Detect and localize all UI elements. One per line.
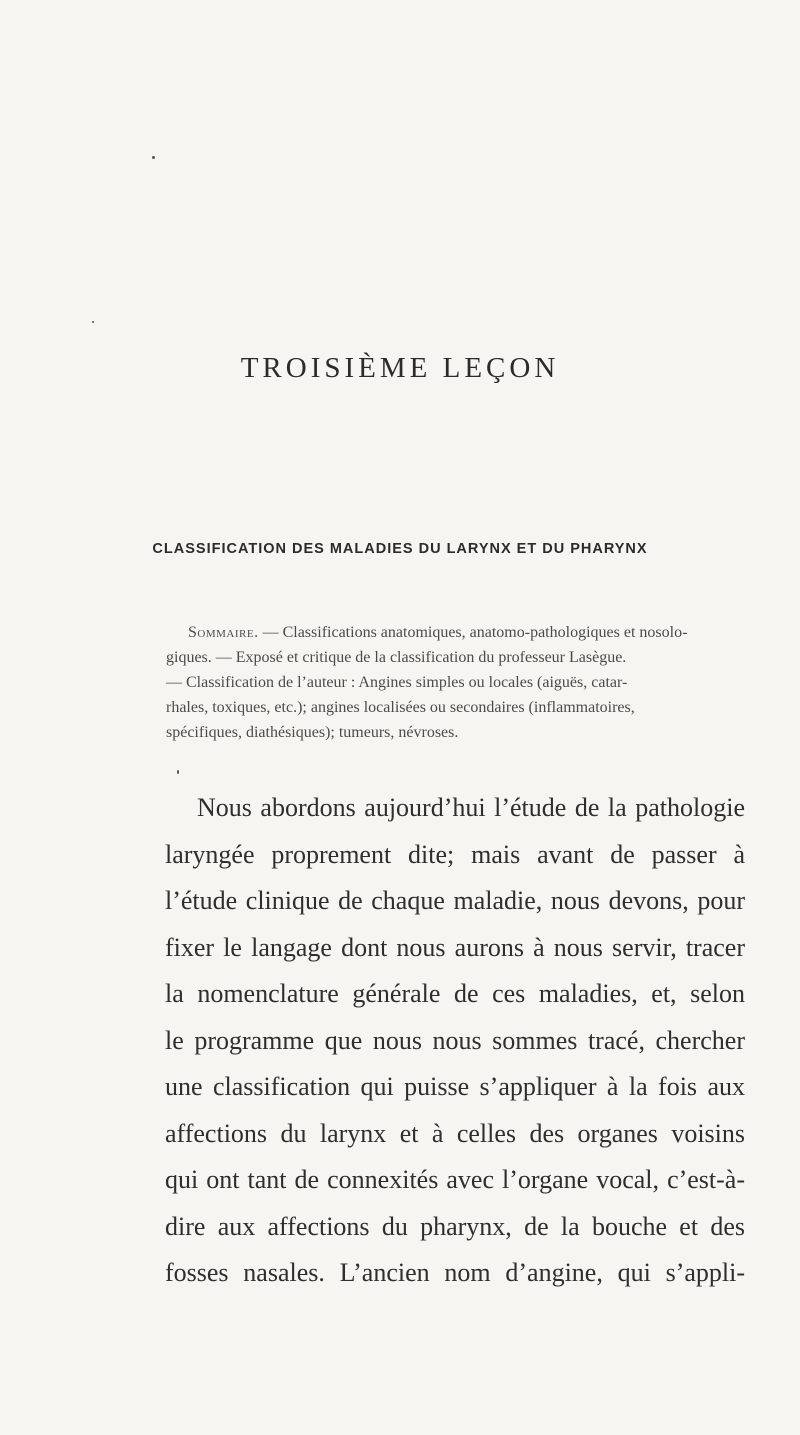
chapter-subtitle: CLASSIFICATION DES MALADIES DU LARYNX ET DU PHARYNX [152, 541, 648, 557]
summary-line: giques. — Exposé et critique de la classification du professeur Lasègue. [166, 649, 627, 666]
summary-line: — Classification de l’auteur : Angines simples ou locales (aiguës, catar- [166, 674, 628, 691]
summary-line: spécifiques, diathésiques); tumeurs, névroses. [166, 724, 459, 741]
body-line: la nomenclature générale de ces maladies, et, selon [165, 979, 745, 1008]
body-line: qui ont tant de connexités avec l’organe vocal, c’est-à- [165, 1165, 745, 1194]
summary-lead: Sommaire. [188, 624, 259, 641]
body-line: l’étude clinique de chaque maladie, nous devons, pour [165, 886, 745, 915]
body-line: le programme que nous nous sommes tracé, chercher [165, 1025, 745, 1055]
summary-line: rhales, toxiques, etc.); angines localisées ou secondaires (inflammatoires, [166, 699, 635, 716]
body-line: Nous abordons aujourd’hui l’étude de la pathologie [197, 793, 745, 822]
chapter-title: TROISIÈME LEÇON [240, 352, 560, 384]
body-line: une classification qui puisse s’appliquer à la fois aux [165, 1072, 745, 1101]
body-line: dire aux affections du pharynx, de la bouche et des [165, 1211, 745, 1241]
paper-speck [152, 156, 155, 159]
summary-paragraph [166, 620, 742, 745]
body-line: laryngée proprement dite; mais avant de passer à [165, 839, 745, 869]
body-paragraph [165, 785, 745, 1297]
summary-line: Sommaire. — Classifications anatomiques, anatomo-pathologiques et nosolo- [188, 624, 688, 641]
body-line: affections du larynx et à celles des organes voisins [165, 1118, 745, 1148]
body-line: fixer le langage dont nous aurons à nous servir, tracer [165, 932, 745, 962]
body-line: fosses nasales. L’ancien nom d’angine, qui s’appli- [165, 1258, 745, 1287]
paper-speck [177, 770, 179, 774]
paper-speck [92, 321, 94, 323]
